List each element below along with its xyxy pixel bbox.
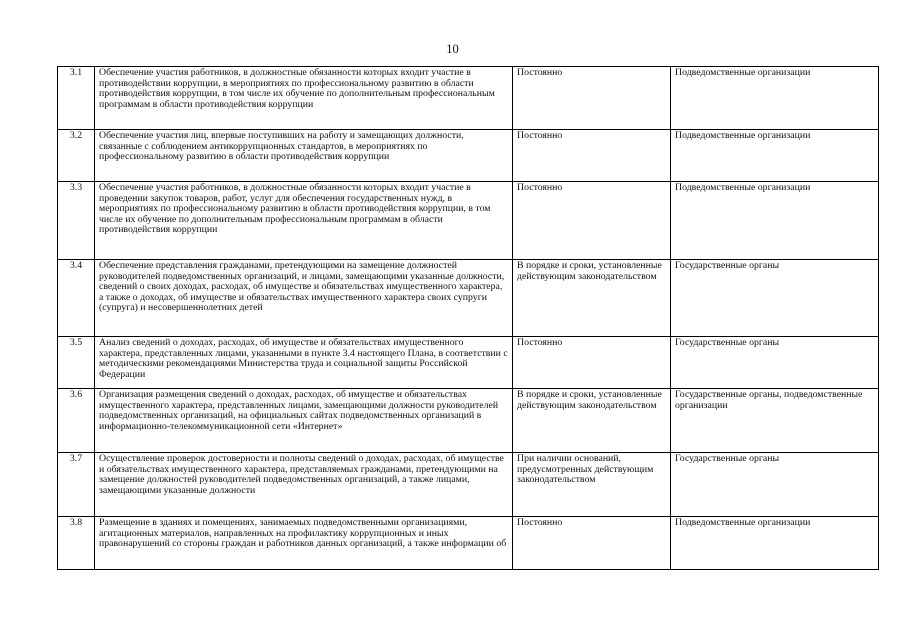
responsible-text: Государственные органы, подведомственные организации <box>671 389 879 453</box>
plan-table <box>57 66 879 570</box>
deadline-text: В порядке и сроки, установленные действующим законодательством <box>513 260 671 337</box>
row-number: 3.2 <box>58 130 95 182</box>
row-number: 3.4 <box>58 260 95 337</box>
measure-text: Обеспечение участия работников, в должностные обязанности которых входит участие в противодействии коррупции, в мероприятиях по профессиональному развитию в области противодействия коррупции, в том числе их обучение по дополнительным профессиональным программам в области противодействия коррупции <box>95 67 513 130</box>
table-row <box>58 260 879 337</box>
table-row <box>58 182 879 260</box>
row-number: 3.3 <box>58 182 95 260</box>
deadline-text: При наличии оснований, предусмотренных действующим законодательством <box>513 453 671 517</box>
responsible-text: Подведомственные организации <box>671 130 879 182</box>
table-row <box>58 453 879 517</box>
measure-text: Обеспечение участия работников, в должностные обязанности которых входит участие в проведении закупок товаров, работ, услуг для обеспечения государственных нужд, в мероприятиях по профессиональному развитию в области противодействия коррупции, в том числе их обучение по дополнительным профессиональным программам в области противодействия коррупции <box>95 182 513 260</box>
table-row <box>58 337 879 389</box>
page-number: 10 <box>446 42 459 56</box>
table-row <box>58 517 879 570</box>
deadline-text: В порядке и сроки, установленные действующим законодательством <box>513 389 671 453</box>
measure-text: Осуществление проверок достоверности и полноты сведений о доходах, расходах, об имуществе и обязательствах имущественного характера, представляемых гражданами, претендующими на замещение должностей руководителей подведомственных организаций, а также лицами, замещающими указанные должности <box>95 453 513 517</box>
measure-text: Размещение в зданиях и помещениях, занимаемых подведомственными организациями, агитационных материалов, направленных на профилактику коррупционных и иных правонарушений со стороны граждан и работников данных организаций, а также информации об <box>95 517 513 570</box>
measure-text: Организация размещения сведений о доходах, расходах, об имуществе и обязательствах имущественного характера, представленных лицами, замещающими должности руководителей подведомственных организаций, на официальных сайтах подведомственных организаций в информационно-телекоммуникационной сети «Интернет» <box>95 389 513 453</box>
responsible-text: Государственные органы <box>671 260 879 337</box>
row-number: 3.1 <box>58 67 95 130</box>
measure-text: Обеспечение представления гражданами, претендующими на замещение должностей руководителей подведомственных организаций, и лицами, замещающими указанные должности, сведений о своих доходах, расходах, об имуществе и обязательствах имущественного характера, а также о доходах, об имуществе и обязательствах имущественного характера своих супруги (супруга) и несовершеннолетних детей <box>95 260 513 337</box>
row-number: 3.7 <box>58 453 95 517</box>
table-row <box>58 389 879 453</box>
deadline-text: Постоянно <box>513 182 671 260</box>
row-number: 3.5 <box>58 337 95 389</box>
deadline-text: Постоянно <box>513 337 671 389</box>
deadline-text: Постоянно <box>513 130 671 182</box>
measure-text: Анализ сведений о доходах, расходах, об имуществе и обязательствах имущественного характера, представленных лицами, указанными в пункте 3.4 настоящего Плана, в соответствии с методическими рекомендациями Министерства труда и социальной защиты Российской Федерации <box>95 337 513 389</box>
measure-text: Обеспечение участия лиц, впервые поступивших на работу и замещающих должности, связанные с соблюдением антикоррупционных стандартов, в мероприятиях по профессиональному развитию в области противодействия коррупции <box>95 130 513 182</box>
row-number: 3.8 <box>58 517 95 570</box>
responsible-text: Государственные органы <box>671 337 879 389</box>
deadline-text: Постоянно <box>513 67 671 130</box>
responsible-text: Подведомственные организации <box>671 182 879 260</box>
deadline-text: Постоянно <box>513 517 671 570</box>
row-number: 3.6 <box>58 389 95 453</box>
table-row <box>58 130 879 182</box>
table-row <box>58 67 879 130</box>
responsible-text: Государственные органы <box>671 453 879 517</box>
responsible-text: Подведомственные организации <box>671 517 879 570</box>
responsible-text: Подведомственные организации <box>671 67 879 130</box>
